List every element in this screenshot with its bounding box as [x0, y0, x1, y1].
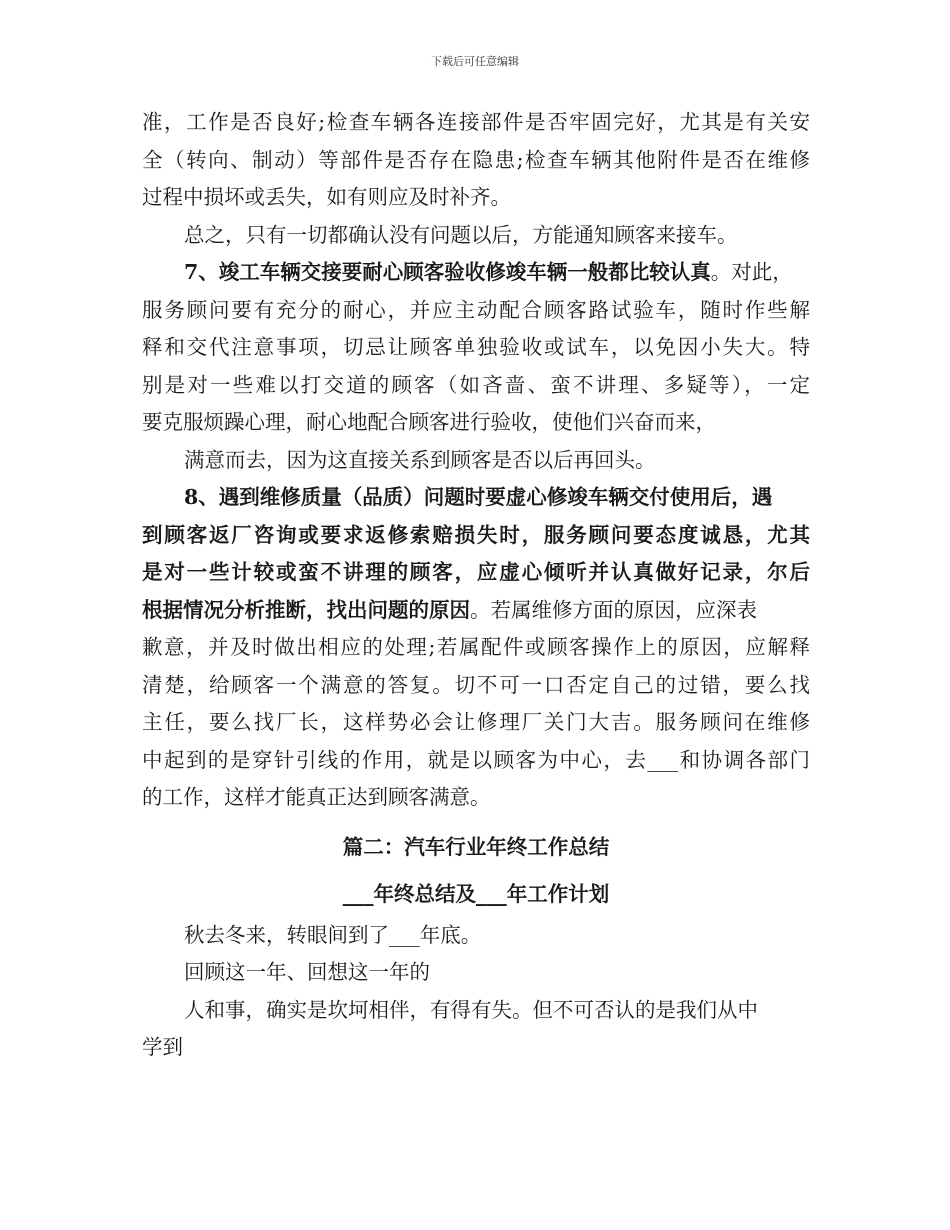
- paragraph-inspection: [142, 104, 810, 217]
- bold-text-line: 到顾客返厂咨询或要求返修索赔损失时，服务顾问要态度诚恳，尤其: [142, 522, 810, 547]
- text-span: 。若属维修方面的原因，应深表: [470, 597, 757, 622]
- text-line: [142, 592, 810, 630]
- paragraph-quality-issue: [142, 479, 810, 817]
- bold-heading-7: 7、竣工车辆交接要耐心顾客验收修竣车辆一般都比较认真: [184, 260, 711, 284]
- text-line: 中起到的是穿针引线的作用，就是以顾客为中心，去___和协调各部门: [142, 747, 810, 772]
- sub-title: ___年终总结及___年工作计划: [342, 881, 610, 906]
- text-line: 别是对一些难以打交道的顾客（如吝啬、蛮不讲理、多疑等），一定: [142, 372, 810, 397]
- text-line: 的工作，这样才能真正达到顾客满意。: [142, 785, 491, 809]
- text-line: 全（转向、制动）等部件是否存在隐患;检查车辆其他附件是否在维修: [142, 147, 810, 172]
- document-body: [142, 104, 810, 1067]
- bold-text-line: 是对一些计较或蛮不讲理的顾客，应虚心倾听并认真做好记录，尔后: [142, 560, 810, 584]
- paragraph-review: 回顾这一年、回想这一年的: [184, 960, 430, 984]
- text-line: 服务顾问要有充分的耐心，并应主动配合顾客路试验车，随时作些解: [142, 297, 810, 322]
- bold-text-span: 根据情况分析推断，找出问题的原因: [142, 597, 470, 622]
- text-line: [142, 254, 810, 292]
- paragraph-satisfied: 满意而去，因为这直接关系到顾客是否以后再回头。: [184, 447, 656, 472]
- paragraph-summary: 总之，只有一切都确认没有问题以后，方能通知顾客来接车。: [184, 222, 738, 247]
- section-title: 篇二：汽车行业年终工作总结: [342, 834, 610, 859]
- paragraph-people: [142, 992, 810, 1067]
- text-line: 过程中损坏或丢失，如有则应及时补齐。: [142, 185, 511, 209]
- text-line: 学到: [142, 1035, 183, 1059]
- page-header: 下载后可任意编辑: [431, 55, 519, 68]
- text-line: 人和事，确实是坎坷相伴，有得有失。但不可否认的是我们从中: [184, 997, 758, 1022]
- text-line: 歉意，并及时做出相应的处理;若属配件或顾客操作上的原因，应解释: [142, 635, 810, 659]
- text-line: 释和交代注意事项，切忌让顾客单独验收或试车，以免因小失大。特: [142, 335, 810, 359]
- bold-heading-8: 8、遇到维修质量（品质）问题时要虚心修竣车辆交付使用后，遇: [184, 485, 773, 509]
- text-line: 准，工作是否良好;检查车辆各连接部件是否牢固完好，尤其是有关安: [142, 110, 810, 134]
- text-line: 清楚，给顾客一个满意的答复。切不可一口否定自己的过错，要么找: [142, 672, 810, 697]
- paragraph-opening: 秋去冬来，转眼间到了___年底。: [184, 922, 482, 947]
- paragraph-handover: [142, 254, 810, 442]
- text-line: 主任，要么找厂长，这样势必会让修理厂关门大吉。服务顾问在维修: [142, 710, 810, 734]
- text-span: 。对此，: [710, 260, 793, 284]
- text-line: 要克服烦躁心理，耐心地配合顾客进行验收，使他们兴奋而来，: [142, 410, 716, 434]
